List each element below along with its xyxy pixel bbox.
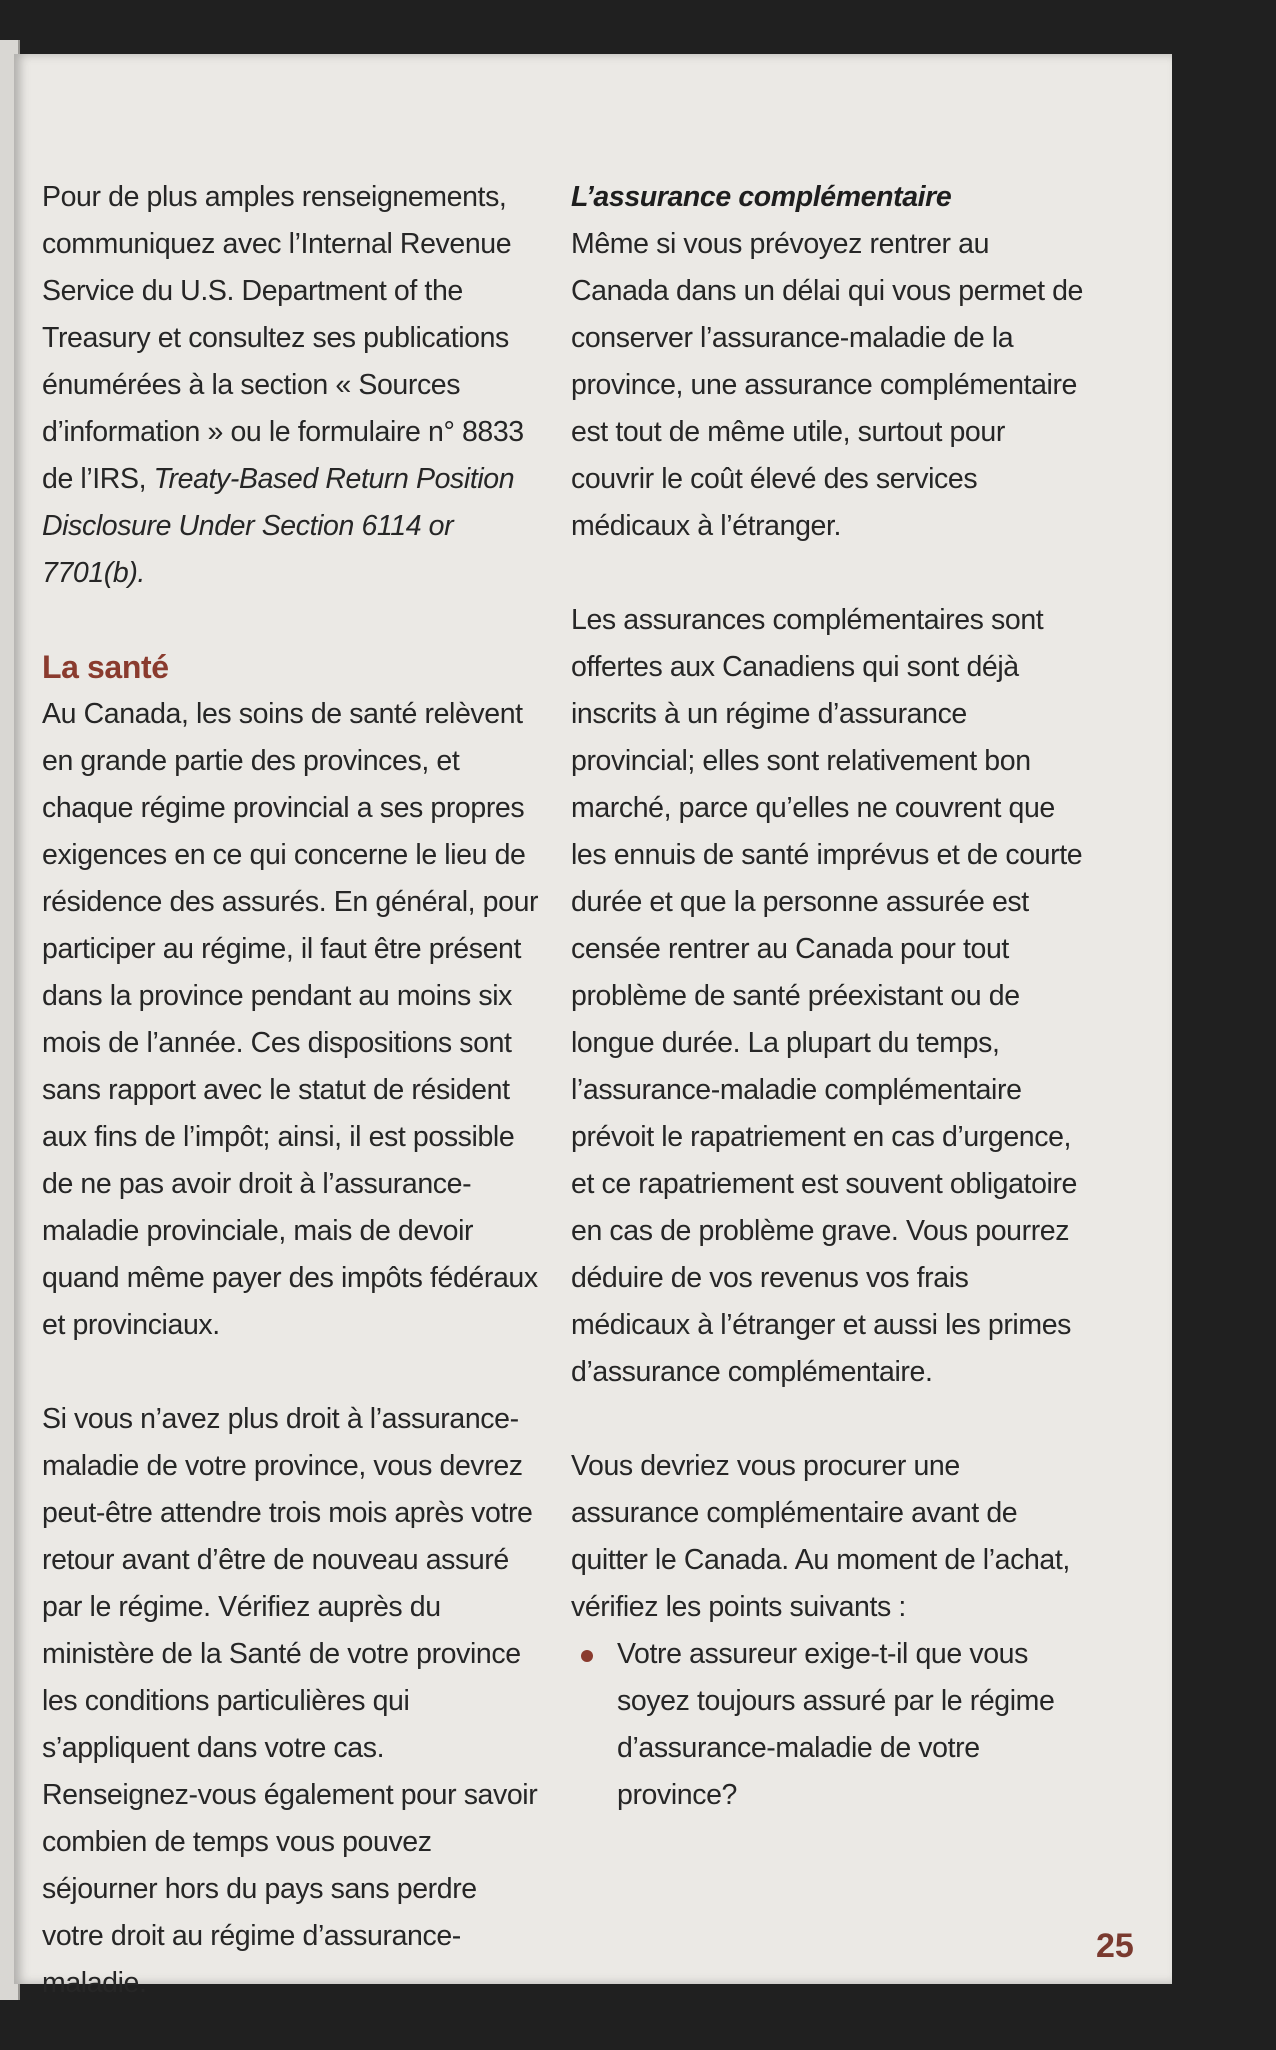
section-heading-sante: La santé — [42, 649, 169, 685]
complementaire-paragraph-2: Les assurances complémentaires sont offertes aux Canadiens qui sont déjà inscrits à un régime d’assurance provincial; elles sont relativement bon marché, parce qu’elles ne couvrent que les ennuis de santé imprévus et de courte durée et que la personne assurée est censée rentrer au Canada pour tout problème de santé préexistant ou de longue durée. La plupart du temps, l’assurance-maladie complémentaire prévoit le rapatriement en cas d’urgence, et ce rapatriement est souvent obligatoire en cas de problème grave. Vous pourrez déduire de vos revenus vos frais médicaux à l’étranger et aussi les primes d’assurance complémentaire. — [571, 604, 1083, 1388]
sante-paragraph-2: Si vous n’avez plus droit à l’assurance-maladie de votre province, vous devrez peut-être attendre trois mois après votre retour avant d’être de nouveau assuré par le régime. Vérifiez auprès du ministère de la Santé de votre province les conditions particulières qui s’appliquent dans votre cas. Renseignez-vous également pour savoir combien de temps vous pouvez séjourner hors du pays sans perdre votre droit au régime d’assurance-maladie. — [42, 1403, 538, 1999]
checklist-item: Votre assureur exige-t-il que vous soyez toujours assuré par le régime d’assurance-maladie de votre province? — [571, 1631, 1091, 1819]
irs-form-title: Treaty-Based Return Position Disclosure Under Section 6114 or 7701(b). — [42, 463, 515, 589]
right-column — [571, 174, 1091, 1819]
sante-paragraph-1: Au Canada, les soins de santé relèvent en grande partie des provinces, et chaque régime provincial a ses propres exigences en ce qui concerne le lieu de résidence des assurés. En général, pour participer au régime, il faut être présent dans la province pendant au moins six mois de l’année. Ces dispositions sont sans rapport avec le statut de résident aux fins de l’impôt; ainsi, il est possible de ne pas avoir droit à l’assurance-maladie provinciale, mais de devoir quand même payer des impôts fédéraux et provinciaux. — [42, 698, 539, 1341]
left-column — [42, 174, 542, 2007]
checklist — [571, 1631, 1091, 1819]
complementaire-paragraph-3: Vous devriez vous procurer une assurance complémentaire avant de quitter le Canada. Au moment de l’achat, vérifiez les points suivants : — [571, 1450, 1070, 1623]
subheading-assurance-complementaire: L’assurance complémentaire — [571, 181, 952, 213]
intro-paragraph — [42, 174, 542, 597]
page-number: 25 — [1096, 1927, 1134, 1965]
complementaire-paragraph-1: Même si vous prévoyez rentrer au Canada dans un délai qui vous permet de conserver l’assurance-maladie de la province, une assurance complémentaire est tout de même utile, surtout pour couvrir le coût élevé des services médicaux à l’étranger. — [571, 228, 1084, 542]
document-page — [14, 54, 1172, 1999]
intro-text: Pour de plus amples renseignements, communiquez avec l’Internal Revenue Service du U.S. Department of the Treasury et consultez ses publications énumérées à la section « Sources d’information » ou le formulaire n° 8833 de l’IRS, — [42, 181, 524, 495]
